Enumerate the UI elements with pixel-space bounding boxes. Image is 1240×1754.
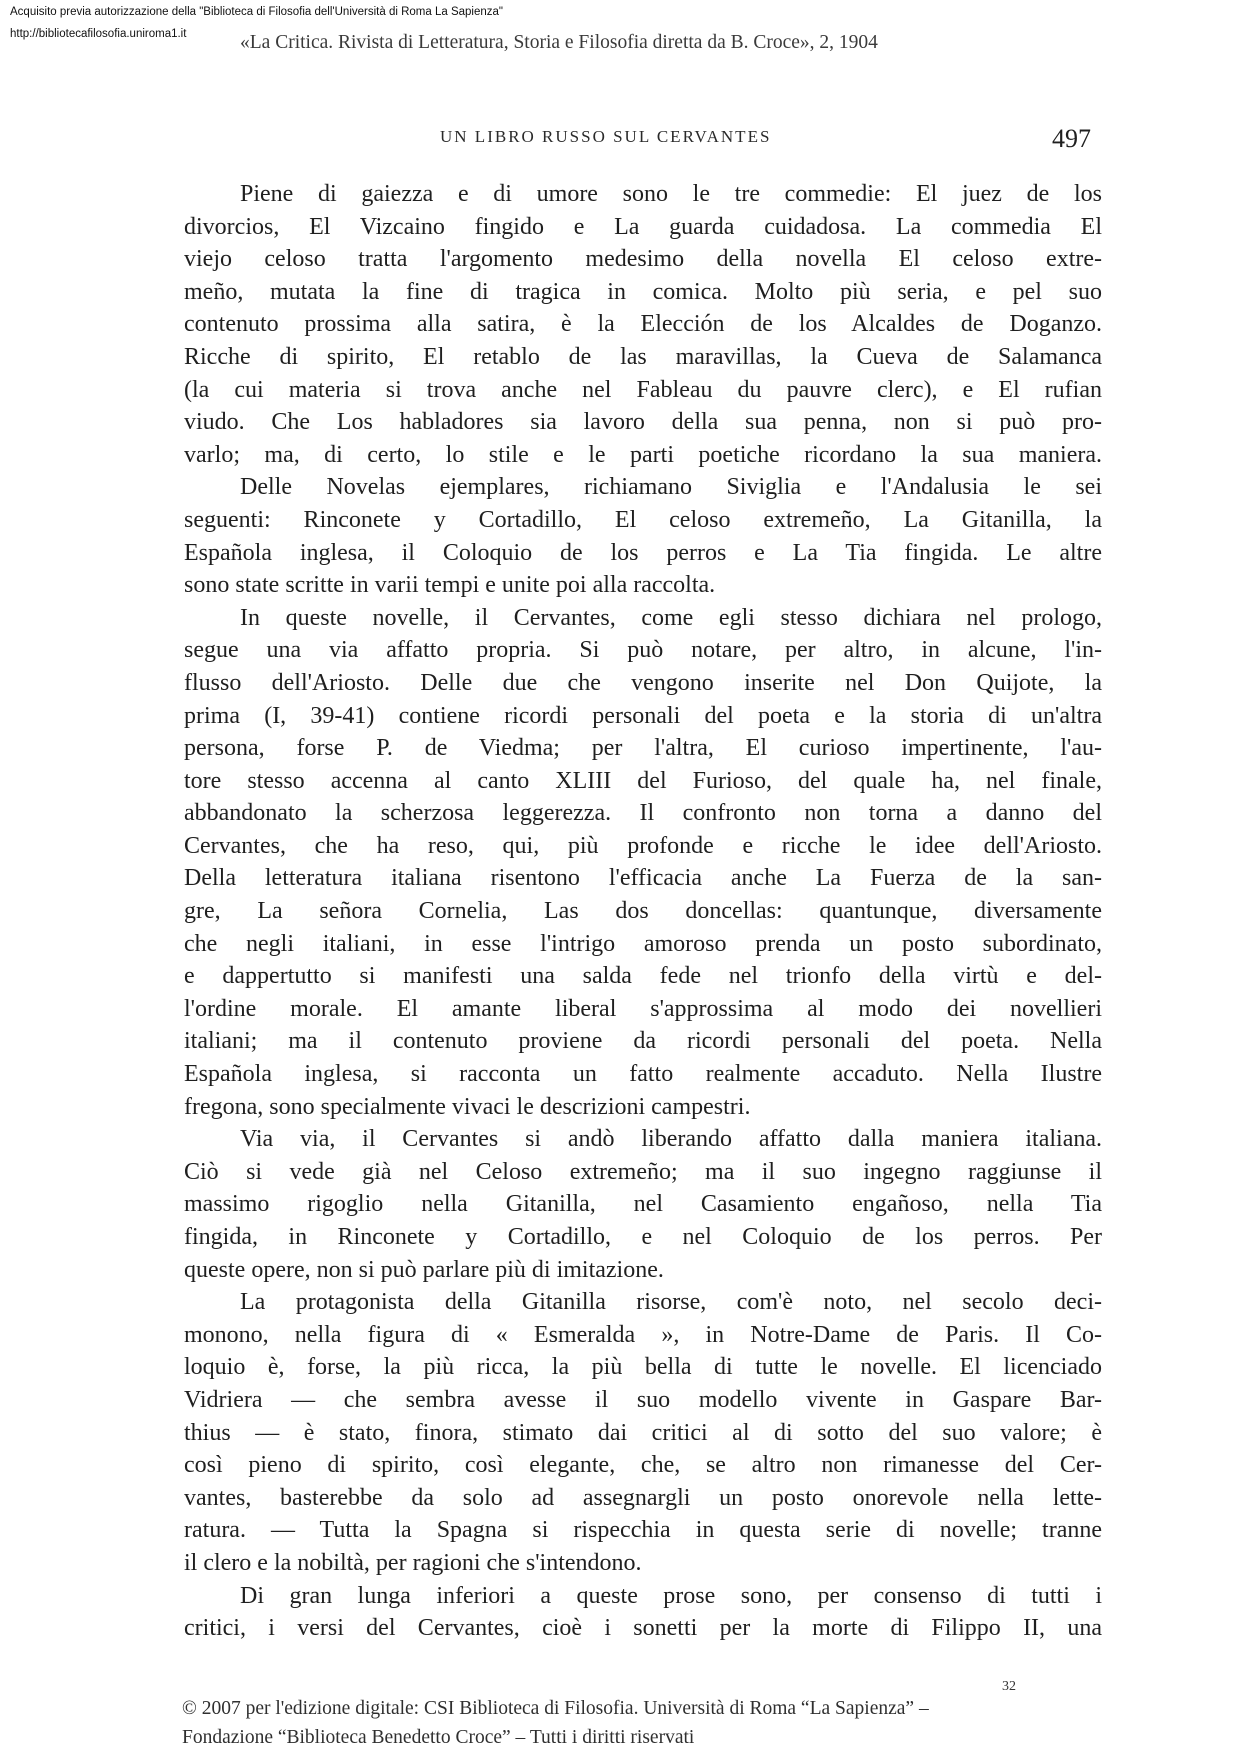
text-line: Vidriera — che sembra avesse il suo modello vivente in Gaspare Bar- (184, 1386, 1102, 1413)
footer-line: Fondazione “Biblioteca Benedetto Croce” – Tutti i diritti riservati (182, 1727, 695, 1748)
text-line: gre, La señora Cornelia, Las dos doncellas: quantunque, diversamente (184, 898, 1102, 925)
text-line: ratura. — Tutta la Spagna si rispecchia in questa serie di novelle; tranne (184, 1517, 1102, 1544)
text-line: critici, i versi del Cervantes, cioè i sonetti per la morte di Filippo II, una (184, 1615, 1102, 1642)
journal-citation: «La Critica. Rivista di Letteratura, Storia e Filosofia diretta da B. Croce», 2, 1904 (240, 32, 878, 53)
text-line: viejo celoso tratta l'argomento medesimo della novella El celoso extre- (184, 246, 1102, 273)
running-header: UN LIBRO RUSSO SUL CERVANTES (440, 127, 772, 146)
text-line: Española inglesa, il Coloquio de los perros e La Tia fingida. Le altre (184, 539, 1102, 566)
text-line: monono, nella figura di « Esmeralda », in Notre-Dame de Paris. Il Co- (184, 1321, 1102, 1348)
acquisition-notice: Acquisito previa autorizzazione della "Biblioteca di Filosofia dell'Università di Roma La Sapienza" (10, 6, 503, 18)
body-text (184, 178, 1102, 1645)
signature-mark: 32 (1002, 1679, 1016, 1694)
footer-line: © 2007 per l'edizione digitale: CSI Biblioteca di Filosofia. Università di Roma “La Sapienza” – (182, 1698, 929, 1719)
text-line: abbandonato la scherzosa leggerezza. Il confronto non torna a danno del (184, 800, 1102, 827)
text-line: loquio è, forse, la più ricca, la più bella di tutte le novelle. El licenciado (184, 1354, 1102, 1381)
text-line: Española inglesa, si racconta un fatto realmente accaduto. Nella Ilustre (184, 1061, 1102, 1088)
text-line: varlo; ma, di certo, lo stile e le parti poetiche ricordano la sua maniera. (184, 441, 1102, 468)
copyright-footer (182, 1694, 929, 1752)
text-line: meño, mutata la fine di tragica in comica. Molto più seria, e pel suo (184, 278, 1102, 305)
text-line: tore stesso accenna al canto XLIII del Furioso, del quale ha, nel finale, (184, 767, 1102, 794)
text-line: Di gran lunga inferiori a queste prose sono, per consenso di tutti i (240, 1582, 1102, 1609)
text-line: Via via, il Cervantes si andò liberando affatto dalla maniera italiana. (240, 1126, 1102, 1153)
text-line: thius — è stato, finora, stimato dai critici al di sotto del suo valore; è (184, 1419, 1102, 1446)
page-number: 497 (1052, 124, 1091, 153)
text-line: divorcios, El Vizcaino fingido e La guarda cuidadosa. La commedia El (184, 213, 1102, 240)
text-line: che negli italiani, in esse l'intrigo amoroso prenda un posto subordinato, (184, 930, 1102, 957)
text-line: Ciò si vede già nel Celoso extremeño; ma il suo ingegno raggiunse il (184, 1158, 1102, 1185)
text-line: prima (I, 39-41) contiene ricordi personali del poeta e la storia di un'altra (184, 702, 1102, 729)
text-line: l'ordine morale. El amante liberal s'approssima al modo dei novellieri (184, 995, 1102, 1022)
text-line: massimo rigoglio nella Gitanilla, nel Casamiento engañoso, nella Tia (184, 1191, 1102, 1218)
text-line: fingida, in Rinconete y Cortadillo, e nel Coloquio de los perros. Per (184, 1224, 1102, 1250)
text-line: e dappertutto si manifesti una salda fede nel trionfo della virtù e del- (184, 963, 1102, 990)
library-url: http://bibliotecafilosofia.uniroma1.it (10, 28, 187, 40)
text-line: persona, forse P. de Viedma; per l'altra, El curioso impertinente, l'au- (184, 735, 1102, 762)
text-line: Della letteratura italiana risentono l'efficacia anche La Fuerza de la san- (184, 865, 1102, 892)
text-line: il clero e la nobiltà, per ragioni che s'intendono. (184, 1549, 642, 1576)
text-line: seguenti: Rinconete y Cortadillo, El celoso extremeño, La Gitanilla, la (184, 506, 1102, 533)
text-line: Delle Novelas ejemplares, richiamano Siviglia e l'Andalusia le sei (240, 474, 1102, 501)
text-line: vantes, basterebbe da solo ad assegnargli un posto onorevole nella lette- (184, 1484, 1102, 1511)
text-line: contenuto prossima alla satira, è la Elección de los Alcaldes de Doganzo. (184, 311, 1102, 338)
text-line: segue una via affatto propria. Si può notare, per altro, in alcune, l'in- (184, 637, 1102, 664)
text-line: Ricche di spirito, El retablo de las maravillas, la Cueva de Salamanca (184, 343, 1102, 370)
text-line: viudo. Che Los habladores sia lavoro della sua penna, non si può pro- (184, 409, 1102, 436)
text-line: flusso dell'Ariosto. Delle due che vengono inserite nel Don Quijote, la (184, 669, 1102, 696)
text-line: sono state scritte in varii tempi e unite poi alla raccolta. (184, 572, 716, 599)
text-line: fregona, sono specialmente vivaci le descrizioni campestri. (184, 1093, 751, 1120)
text-line: Piene di gaiezza e di umore sono le tre commedie: El juez de los (240, 181, 1102, 207)
text-line: La protagonista della Gitanilla risorse, com'è noto, nel secolo deci- (240, 1289, 1102, 1316)
text-line: italiani; ma il contenuto proviene da ricordi personali del poeta. Nella (184, 1028, 1102, 1055)
text-line: queste opere, non si può parlare più di imitazione. (184, 1256, 664, 1283)
text-line: (la cui materia si trova anche nel Fableau du pauvre clerc), e El rufian (184, 376, 1102, 403)
text-line: Cervantes, che ha reso, qui, più profonde e ricche le idee dell'Ariosto. (184, 832, 1102, 859)
text-line: In queste novelle, il Cervantes, come egli stesso dichiara nel prologo, (240, 604, 1102, 631)
text-line: così pieno di spirito, così elegante, che, se altro non rimanesse del Cer- (184, 1452, 1102, 1479)
